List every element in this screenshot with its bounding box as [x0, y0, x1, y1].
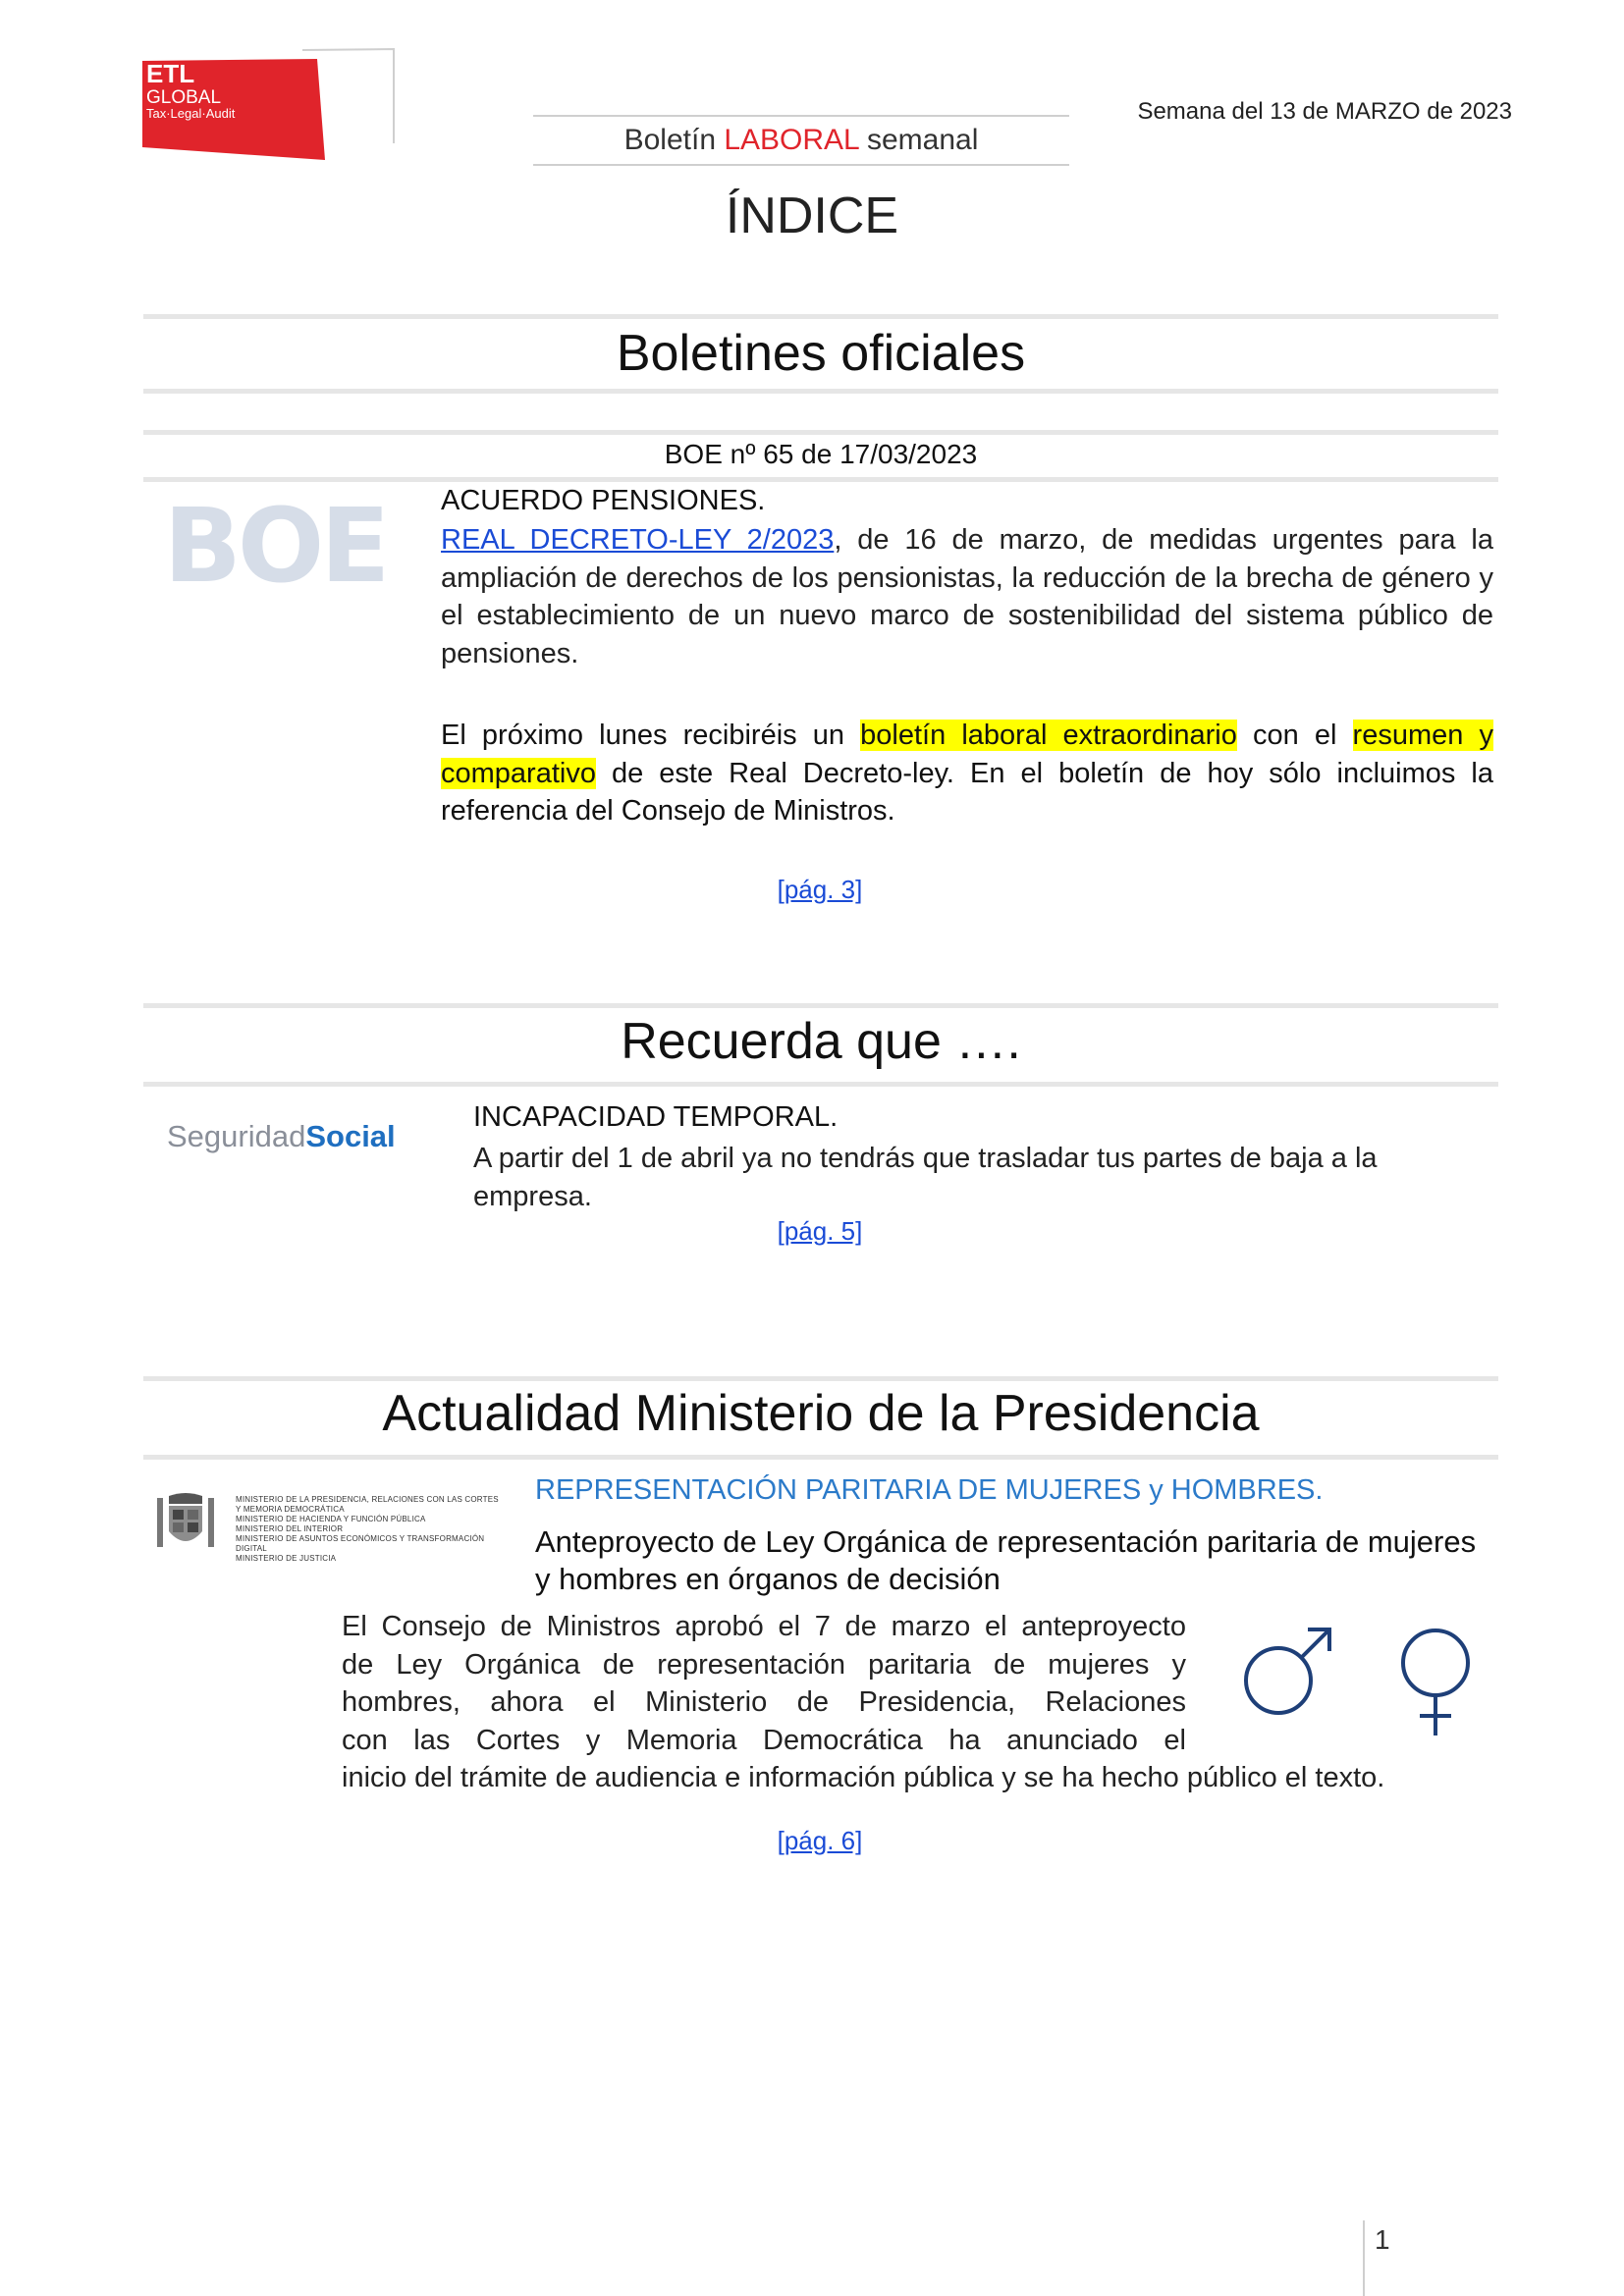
section-rule — [143, 1003, 1498, 1008]
ministry-line: MINISTERIO DEL INTERIOR — [236, 1524, 344, 1533]
logo-line3: Tax·Legal·Audit — [146, 106, 236, 121]
logo-social: Social — [305, 1119, 396, 1153]
bulletin-title — [533, 115, 1069, 166]
note-part-b: con el — [1236, 720, 1353, 751]
note-part-c: de este Real Decreto-ley. En el boletín de hoy sólo incluimos la referencia del Consejo de Ministros. — [441, 757, 1493, 827]
page-link-6[interactable]: [pág. 6] — [777, 1826, 863, 1855]
boe-logo-text: BOE — [163, 499, 387, 597]
page-number: 1 — [1375, 2224, 1390, 2255]
seguridad-social-logo — [167, 1119, 396, 1154]
female-symbol-icon — [1396, 1626, 1475, 1739]
etl-global-logo — [140, 47, 398, 163]
index-title: ÍNDICE — [725, 187, 899, 244]
paragraph-line: de Ley Orgánica de representación paritaria de mujeres y — [342, 1648, 1186, 1681]
section-rule — [143, 314, 1498, 319]
note-part-a: El próximo lunes recibiréis un — [441, 720, 861, 751]
section-rule — [143, 430, 1498, 435]
note-highlight-1: boletín laboral extraordinario — [860, 720, 1237, 751]
section-title-boletines: Boletines oficiales — [616, 325, 1026, 382]
bulletin-post: semanal — [858, 124, 979, 156]
paragraph-line: El Consejo de Ministros aprobó el 7 de marzo el anteproyecto — [342, 1611, 1186, 1642]
paragraph-line: hombres, ahora el Ministerio de Presidencia, Relaciones — [342, 1686, 1186, 1718]
paragraph-tail: inicio del trámite de audiencia e información pública y se ha hecho público el texto. — [342, 1762, 1385, 1793]
subject-incapacidad: INCAPACIDAD TEMPORAL. — [473, 1101, 839, 1133]
ministry-line: MINISTERIO DE JUSTICIA — [236, 1554, 337, 1563]
coat-of-arms-icon — [155, 1492, 216, 1555]
logo-seguridad: Seguridad — [167, 1119, 306, 1153]
anteproyecto-subtitle: Anteproyecto de Ley Orgánica de representación paritaria de mujeres y hombres en órganos de decisión — [535, 1524, 1477, 1596]
logo-line2: GLOBAL — [146, 87, 222, 108]
decree-paragraph — [441, 521, 1493, 672]
boe-logo — [157, 499, 393, 597]
page-link-3[interactable]: [pág. 3] — [777, 875, 863, 904]
logo-line1: ETL — [146, 59, 195, 88]
section-rule — [143, 389, 1498, 394]
footer-divider — [1363, 2220, 1365, 2296]
extraordinary-note — [441, 717, 1493, 830]
ministry-logo — [155, 1492, 509, 1563]
bulletin-red: LABORAL — [724, 124, 859, 156]
ministry-line: Y MEMORIA DEMOCRÁTICA — [236, 1505, 345, 1514]
incapacidad-text: A partir del 1 de abril ya no tendrás que trasladar tus partes de baja a la empresa. — [473, 1143, 1378, 1212]
section-title-recuerda: Recuerda que …. — [621, 1013, 1021, 1070]
decree-description: , de 16 de marzo, de medidas urgentes para la ampliación de derechos de los pensionistas, la reducción de la brecha de género y el establecimiento de un nuevo marco de sostenibilidad del sistema público de pensiones. — [441, 524, 1494, 669]
male-symbol-icon — [1239, 1622, 1337, 1720]
subject-pensiones: ACUERDO PENSIONES. — [441, 485, 766, 516]
section-title-presidencia: Actualidad Ministerio de la Presidencia — [382, 1385, 1260, 1442]
boe-reference: BOE nº 65 de 17/03/2023 — [664, 439, 978, 469]
paragraph-line: con las Cortes y Memoria Democrática ha anunciado el — [342, 1724, 1186, 1756]
week-date: Semana del 13 de MARZO de 2023 — [1137, 98, 1512, 125]
ministry-line: MINISTERIO DE HACIENDA Y FUNCIÓN PÚBLICA — [236, 1515, 426, 1523]
ministry-line: MINISTERIO DE LA PRESIDENCIA, RELACIONES CON LAS CORTES — [236, 1495, 499, 1504]
ministry-names — [236, 1495, 511, 1564]
section-rule — [143, 1455, 1498, 1460]
section-rule — [143, 1082, 1498, 1087]
section-rule — [143, 1376, 1498, 1381]
section-rule — [143, 477, 1498, 482]
subject-paritaria: REPRESENTACIÓN PARITARIA DE MUJERES y HOMBRES. — [535, 1474, 1324, 1506]
bulletin-pre: Boletín — [623, 124, 725, 156]
note-highlight-2: resumen y comparativo — [441, 720, 1493, 789]
ministry-line: MINISTERIO DE ASUNTOS ECONÓMICOS Y TRANSFORMACIÓN DIGITAL — [236, 1534, 485, 1553]
page-link-5[interactable]: [pág. 5] — [777, 1216, 863, 1246]
decree-link[interactable]: REAL DECRETO-LEY 2/2023 — [441, 524, 835, 556]
